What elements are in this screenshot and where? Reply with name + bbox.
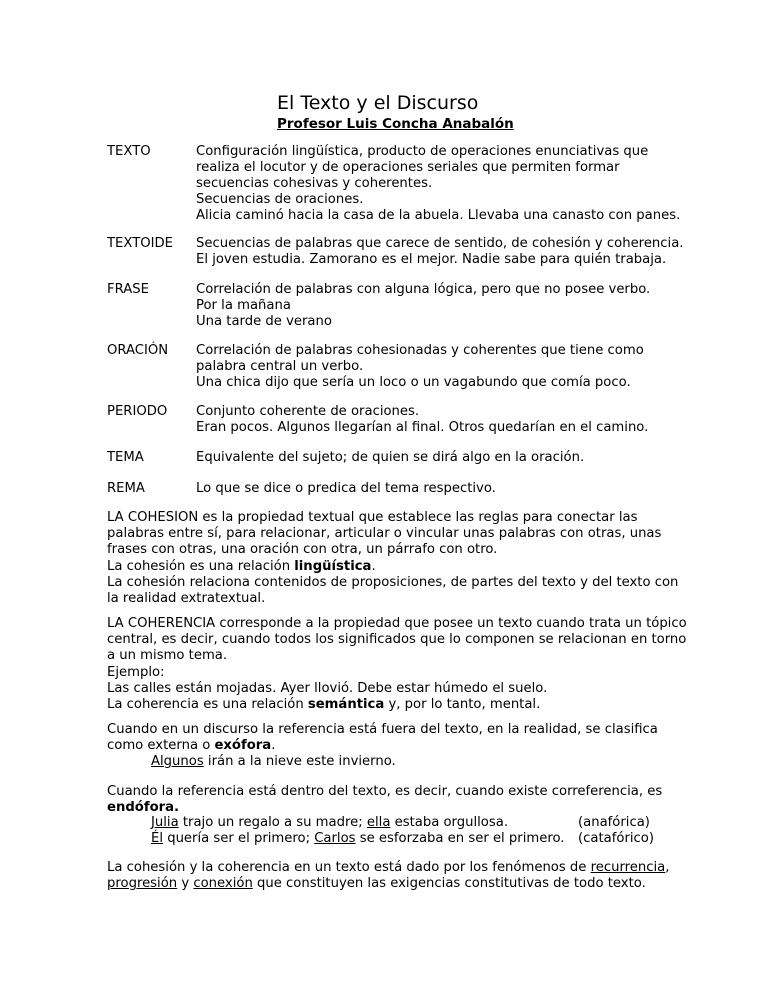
definition-line: secuencias cohesivas y coherentes. <box>196 176 433 191</box>
cohesion-paragraph <box>107 510 678 607</box>
paragraph-line: LA COHERENCIA corresponde a la propiedad que posee un texto cuando trata un tópico <box>107 616 687 631</box>
definition-line: El joven estudia. Zamorano es el mejor. Nadie sabe para quién trabaja. <box>196 252 667 267</box>
definition-line: realiza el locutor y de operaciones seriales que permiten formar <box>196 160 620 175</box>
definition-line: Correlación de palabras con alguna lógica, pero que no posee verbo. <box>196 282 651 297</box>
bold-term: lingüística <box>294 558 372 574</box>
underlined-word: Carlos <box>314 831 356 846</box>
underlined-word: recurrencia <box>590 860 666 875</box>
bold-term: semántica <box>307 697 385 713</box>
term-textoide: TEXTOIDE <box>107 236 174 251</box>
paragraph-line: LA COHESION es la propiedad textual que establece las reglas para conectar las <box>107 510 638 525</box>
anaphora-example: Julia trajo un regalo a su madre; ella estaba orgullosa. <box>151 815 509 830</box>
definition-line: Lo que se dice o predica del tema respectivo. <box>196 481 496 496</box>
term-rema: REMA <box>107 481 145 496</box>
definition-periodo <box>196 404 648 436</box>
paragraph-line: frases con otras, una oración con otra, un párrafo con otro. <box>107 542 498 558</box>
paragraph-line: como externa o exófora. <box>107 738 276 754</box>
underlined-word: Algunos <box>151 754 204 769</box>
definition-line: Secuencias de oraciones. <box>196 192 364 207</box>
definition-line: Correlación de palabras cohesionadas y coherentes que tiene como <box>196 343 644 358</box>
author-line: Profesor Luis Concha Anabalón <box>277 116 514 132</box>
cataphora-tag: (catafórico) <box>578 831 654 846</box>
definition-line: Una tarde de verano <box>196 314 332 329</box>
definition-texto <box>196 144 680 224</box>
definition-line: Secuencias de palabras que carece de sentido, de cohesión y coherencia. <box>196 236 684 251</box>
paragraph-line: La cohesión es una relación lingüística. <box>107 558 376 574</box>
underlined-word: ella <box>366 815 391 830</box>
term-frase: FRASE <box>107 282 149 297</box>
paragraph-line: central, es decir, cuando todos los significados que lo componen se relacionan en torno <box>107 632 687 648</box>
definition-line: Alicia caminó hacia la casa de la abuela. Llevaba una canasto con panes. <box>196 208 681 223</box>
paragraph-line: la realidad extratextual. <box>107 591 266 607</box>
underlined-word: progresión <box>107 876 178 892</box>
page-title: El Texto y el Discurso <box>277 92 479 114</box>
definition-frase <box>196 282 650 330</box>
term-tema: TEMA <box>107 450 144 465</box>
definition-oracion <box>196 343 644 391</box>
paragraph-line: La coherencia es una relación semántica y, por lo tanto, mental. <box>107 697 541 713</box>
term-texto: TEXTO <box>107 144 151 159</box>
exofora-paragraph <box>107 722 658 754</box>
term-periodo: PERIODO <box>107 404 168 419</box>
underlined-word: conexión <box>193 876 253 892</box>
underlined-word: Julia <box>151 815 179 830</box>
definition-textoide <box>196 236 683 268</box>
underlined-word: Él <box>151 831 163 846</box>
definition-line: Equivalente del sujeto; de quien se dirá algo en la oración. <box>196 450 585 465</box>
definition-rema <box>196 481 496 497</box>
paragraph-line: Cuando en un discurso la referencia está fuera del texto, en la realidad, se clasifica <box>107 722 658 737</box>
definition-line: Por la mañana <box>196 298 291 313</box>
bold-term: exófora <box>214 738 272 754</box>
closing-paragraph <box>107 860 669 892</box>
anaphora-tag: (anafórica) <box>578 815 650 830</box>
paragraph-line: progresión y conexión que constituyen las exigencias constitutivas de todo texto. <box>107 876 646 892</box>
definition-line: Una chica dijo que sería un loco o un vagabundo que comía poco. <box>196 375 631 390</box>
exofora-example: Algunos irán a la nieve este invierno. <box>151 754 396 769</box>
bold-term: endófora. <box>107 800 180 816</box>
coherencia-paragraph <box>107 616 687 713</box>
paragraph-line: a un mismo tema. <box>107 648 228 664</box>
definition-line: Eran pocos. Algunos llegarían al final. Otros quedarían en el camino. <box>196 420 649 435</box>
paragraph-line: Cuando la referencia está dentro del texto, es decir, cuando existe correferencia, es <box>107 784 663 799</box>
endofora-paragraph <box>107 784 662 816</box>
definition-line: Conjunto coherente de oraciones. <box>196 404 420 419</box>
definition-line: palabra central un verbo. <box>196 359 364 374</box>
paragraph-line: La cohesión relaciona contenidos de proposiciones, de partes del texto y del texto con <box>107 574 679 590</box>
paragraph-line: palabras entre sí, para relacionar, articular o vincular unas palabras con otras, unas <box>107 526 662 542</box>
term-oracion: ORACIÓN <box>107 343 169 358</box>
paragraph-line: Ejemplo: <box>107 664 165 680</box>
definition-line: Configuración lingüística, producto de operaciones enunciativas que <box>196 144 649 159</box>
definition-tema <box>196 450 584 466</box>
paragraph-line: La cohesión y la coherencia en un texto está dado por los fenómenos de recurrencia, <box>107 860 670 875</box>
paragraph-line: Las calles están mojadas. Ayer llovió. Debe estar húmedo el suelo. <box>107 680 548 696</box>
cataphora-example: Él quería ser el primero; Carlos se esforzaba en ser el primero. <box>151 831 565 846</box>
